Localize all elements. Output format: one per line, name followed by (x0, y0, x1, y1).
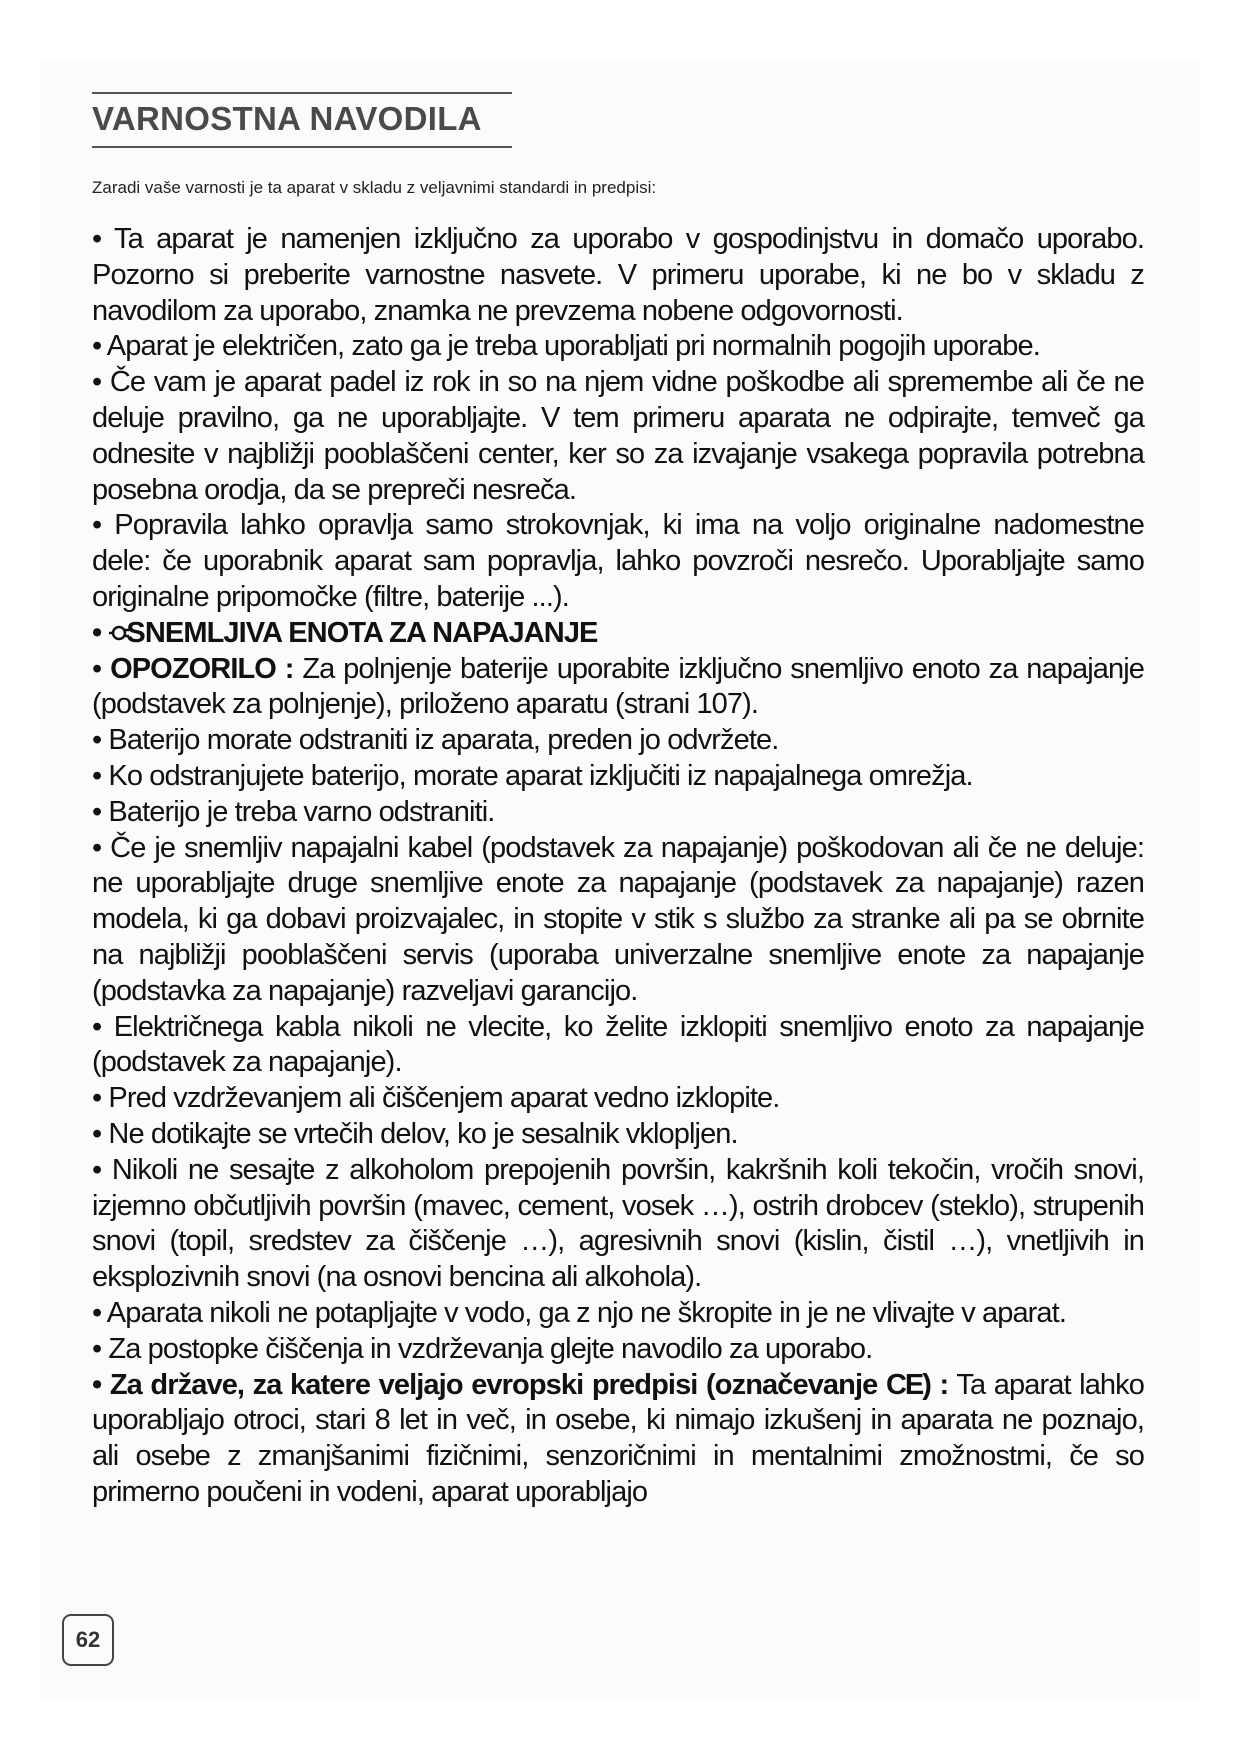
paragraph-electrical: • Aparat je električen, zato ga je treba uporabljati pri normalnih pogojih uporabe. (92, 330, 1040, 363)
paragraph-hazardous-substances: • Nikoli ne sesajte z alkoholom prepojenih površin, kakršnih koli tekočin, vročih snovi, izjemno občutljivih površin (mavec, cement, vosek …), ostrih drobcev (steklo), strupenih snovi (topil, sredstev za čiščenje …), agresivnih snovi (kislin, čistil …), vnetljivih in eksplozivnih snovi (na osnovi bencina ali alkohola). (92, 1153, 1144, 1294)
paragraph-maintenance-unplug: • Pred vzdrževanjem ali čiščenjem aparat vedno izklopite. (92, 1082, 780, 1115)
paragraph-battery-safe: • Baterijo je treba varno odstraniti. (92, 795, 495, 828)
eu-heading: • Za države, za katere veljajo evropski predpisi (označevanje (92, 1368, 878, 1401)
bottom-rule (92, 146, 512, 148)
page-title: VARNOSTNA NAVODILA (92, 100, 482, 137)
ce-mark-icon: CE (885, 1368, 923, 1401)
bullet: • (92, 652, 111, 685)
paragraph-cleaning: • Za postopke čiščenja in vzdrževanja glejte navodilo za uporabo. (92, 1332, 873, 1365)
eu-text: Ta aparat lahko uporabljajo otroci, stari 8 let in več, in osebe, ki nimajo izkušenj in aparata ne poznajo, ali osebe z zmanjšanimi fizičnimi, senzoričnimi in mentalnimi zmožnostmi, če so primerno poučeni in vodeni, aparat uporabljajo (92, 1368, 1144, 1508)
paragraph-eu-regulations (92, 1368, 1144, 1511)
top-rule (92, 92, 512, 94)
paragraph-household-use: • Ta aparat je namenjen izključno za uporabo v gospodinjstvu in domačo uporabo. Pozorno si preberite varnostne nasvete. V primeru uporabe, ki ne bo v skladu z navodilom za uporabo, znamka ne prevzema nobene odgovornosti. (92, 223, 1144, 327)
intro-text: Zaradi vaše varnosti je ta aparat v skladu z veljavnimi standardi in predpisi: (92, 178, 657, 197)
paragraph-water: • Aparata nikoli ne potapljajte v vodo, ga z njo ne škropite in je ne vlivajte v aparat. (92, 1296, 1066, 1329)
paragraph-cable-pull: • Električnega kabla nikoli ne vlecite, ko želite izklopiti snemljivo enoto za napajanje (podstavek za napajanje). (92, 1010, 1144, 1079)
paragraph-damaged-cable: • Če je snemljiv napajalni kabel (podstavek za napajanje) poškodovan ali če ne deluje: ne uporabljajte druge snemljive enote za napajanje (podstavek za napajanje) razen modela, ki ga dobavi proizvajalec, in stopite v stik s službo za stranke ali pa se obrnite na najbližji pooblaščeni servis (uporaba univerzalne snemljive enote za napajanje (podstavka za napajanje) razveljavi garancijo. (92, 831, 1144, 1007)
page-number: 62 (62, 1614, 114, 1666)
power-unit-heading: SNEMLJIVA ENOTA ZA NAPAJANJE (126, 616, 598, 649)
safety-instructions (92, 222, 1144, 1511)
warning-label: OPOZORILO : (110, 652, 294, 685)
eu-colon: ) : (922, 1368, 949, 1401)
paragraph-disconnect: • Ko odstranjujete baterijo, morate aparat izključiti iz napajalnega omrežja. (92, 759, 973, 792)
paragraph-rotating-parts: • Ne dotikajte se vrtečih delov, ko je sesalnik vklopljen. (92, 1117, 738, 1150)
warning-text: Za polnjenje baterije uporabite izključno snemljivo enoto za napajanje (podstavek za polnjenje), priloženo aparatu (strani 107). (92, 652, 1144, 721)
paragraph-warning (92, 652, 1144, 724)
paragraph-battery-removal: • Baterijo morate odstraniti iz aparata, preden jo odvržete. (92, 724, 779, 757)
paragraph-power-unit-heading (92, 616, 1144, 652)
paragraph-dropped-appliance: • Če vam je aparat padel iz rok in so na njem vidne poškodbe ali spremembe ali če ne deluje pravilno, ga ne uporabljajte. V tem primeru aparata ne odpirajte, temveč ga odnesite v najbližji pooblaščeni center, ker so za izvajanje vsakega popravila potrebna posebna orodja, da se prepreči nesreča. (92, 366, 1144, 506)
bullet: • (92, 616, 109, 649)
section-header (92, 92, 512, 148)
paragraph-repairs: • Popravila lahko opravlja samo strokovnjak, ki ima na voljo originalne nadomestne dele: če uporabnik aparat sam popravlja, lahko povzroči nesrečo. Uporabljajte samo originalne pripomočke (filtre, baterije ...). (92, 509, 1144, 613)
